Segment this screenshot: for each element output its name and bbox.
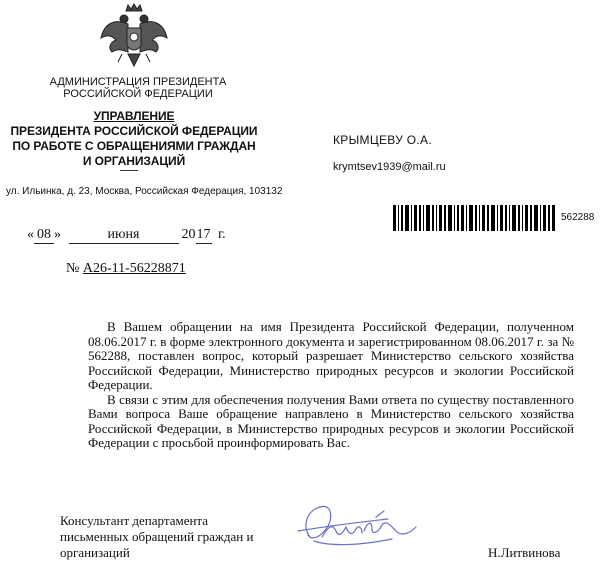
document-date [27,227,226,244]
signatory-title-line-2: письменных обращений граждан и [60,529,254,544]
administration-line-2: РОССИЙСКОЙ ФЕДЕРАЦИИ [63,88,213,100]
date-open-quote: « [27,227,34,242]
date-year-suffix: 17 [196,227,211,242]
barcode [393,205,555,231]
date-month: июня [69,227,179,244]
recipient-name: КРЫМЦЕВУ О.А. [333,133,432,147]
sender-address: ул. Ильинка, д. 23, Москва, Российская Федерация, 103132 [6,186,283,197]
department-line-1: УПРАВЛЕНИЕ [93,109,175,123]
date-close-quote: » [54,227,61,242]
letter-body [88,320,574,451]
administration-heading [38,76,238,100]
handwritten-signature [292,497,432,559]
department-line-2: ПРЕЗИДЕНТА РОССИЙСКОЙ ФЕДЕРАЦИИ [10,124,258,138]
recipient-email: krymtsev1939@mail.ru [333,161,446,173]
signatory-title-line-3: организаций [60,545,130,560]
heading-divider [120,170,138,171]
administration-line-1: АДМИНИСТРАЦИЯ ПРЕЗИДЕНТА [49,76,227,88]
signatory-title [60,513,300,561]
department-heading [0,109,268,169]
department-line-4: И ОРГАНИЗАЦИЙ [82,154,186,168]
date-day: 08 [34,227,54,244]
body-paragraph-2: В связи с этим для обеспечения получения Вами ответа по существу поставленного Вами вопроса Ваше обращение направлено в Министерство сельского хозяйства Российской Федерации, в Министерство природных ресурсов и экологии Российской Федерации с просьбой проинформировать Вас. [88,391,574,450]
registration-value: А26-11-56228871 [82,261,186,276]
body-paragraph-1: В Вашем обращении на имя Президента Российской Федерации, полученном 08.06.2017 г. в форме электронного документа и зарегистрированном 08.06.2017 г. за № 562288, поставлен вопрос, который разрешает Министерство сельского хозяйства Российской Федерации, Министерство природных ресурсов и экологии Российской Федерации. [88,319,574,392]
department-line-3: ПО РАБОТЕ С ОБРАЩЕНИЯМИ ГРАЖДАН [12,139,256,153]
signatory-title-line-1: Консультант департамента [60,513,209,528]
coat-of-arms-emblem [98,2,170,70]
date-year-label: г. [218,227,226,242]
barcode-number: 562288 [561,212,595,223]
date-year-prefix: 20 [181,227,196,242]
registration-number [66,261,186,277]
registration-label: № [66,261,80,276]
signer-name: Н.Литвинова [488,545,561,560]
